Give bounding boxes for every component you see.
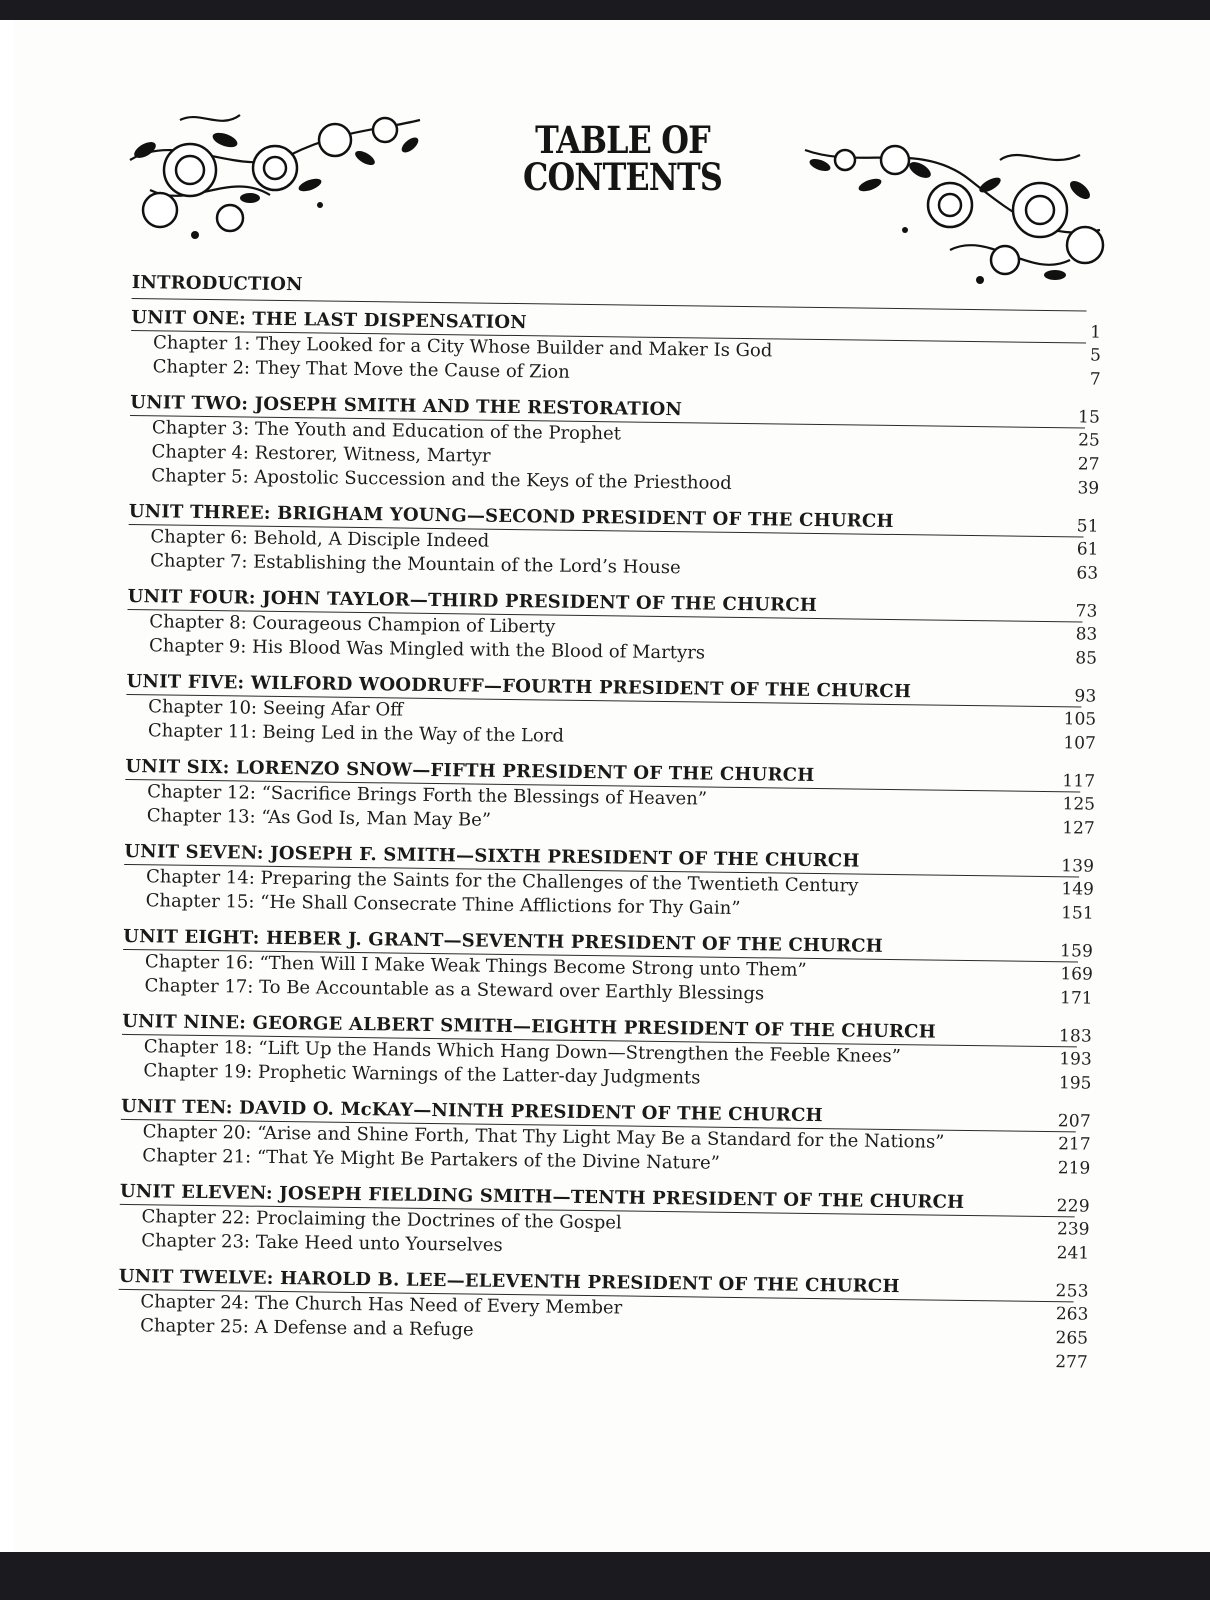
page-number: 151 <box>1061 903 1094 924</box>
chapter-label: Chapter 1: They Looked for a City Whose Builder and Maker Is God <box>152 332 773 362</box>
unit-label: UNIT TWELVE: HAROLD B. LEE—ELEVENTH PRESIDENT OF THE CHURCH <box>118 1265 900 1298</box>
page-number: 27 <box>1077 454 1100 475</box>
chapter-label: Chapter 15: “He Shall Consecrate Thine Afflictions for Thy Gain” <box>145 890 741 920</box>
chapter-label: Chapter 13: “As God Is, Man May Be” <box>146 805 492 831</box>
unit-label: UNIT FOUR: JOHN TAYLOR—THIRD PRESIDENT OF THE CHURCH <box>127 585 818 616</box>
page-number: 277 <box>1055 1352 1088 1373</box>
page-number: 263 <box>1055 1304 1089 1325</box>
floral-ornament-right-icon <box>800 130 1115 300</box>
toc-unit <box>119 1180 1090 1278</box>
chapter-label: Chapter 12: “Sacrifice Brings Forth the Blessings of Heaven” <box>147 781 708 810</box>
chapter-label: Chapter 4: Restorer, Witness, Martyr <box>151 441 491 467</box>
chapter-label: Chapter 25: A Defense and a Refuge <box>140 1315 474 1341</box>
page-number: 117 <box>1062 771 1096 792</box>
chapter-label: Chapter 21: “That Ye Might Be Partakers of the Divine Nature” <box>142 1145 721 1174</box>
chapter-label: Chapter 2: They That Move the Cause of Zion <box>152 356 570 383</box>
page-number: 61 <box>1076 539 1099 560</box>
page-number: 219 <box>1057 1158 1091 1179</box>
scan-top-border <box>0 0 1210 20</box>
page-title <box>517 118 728 199</box>
page-number: 125 <box>1062 794 1096 815</box>
toc-unit <box>125 755 1096 853</box>
unit-label: UNIT ELEVEN: JOSEPH FIELDING SMITH—TENTH PRESIDENT OF THE CHURCH <box>119 1180 965 1213</box>
page-number: 25 <box>1078 430 1100 451</box>
toc-unit <box>120 1095 1091 1193</box>
page-number: 171 <box>1059 988 1093 1009</box>
page-number: 5 <box>1089 345 1102 366</box>
page-number: 159 <box>1059 941 1094 962</box>
page-number: 239 <box>1056 1219 1090 1240</box>
toc-unit <box>127 585 1098 683</box>
chapter-label: Chapter 16: “Then Will I Make Weak Things Become Strong unto Them” <box>144 951 807 981</box>
page-number: 265 <box>1055 1328 1089 1349</box>
page-number: 93 <box>1074 686 1097 707</box>
toc-unit <box>129 391 1100 513</box>
chapter-label: Chapter 10: Seeing Afar Off <box>148 696 404 721</box>
unit-label: UNIT TWO: JOSEPH SMITH AND THE RESTORATION <box>130 391 683 421</box>
unit-label: UNIT EIGHT: HEBER J. GRANT—SEVENTH PRESIDENT OF THE CHURCH <box>123 925 884 957</box>
toc-unit <box>123 840 1094 938</box>
unit-label: UNIT THREE: BRIGHAM YOUNG—SECOND PRESIDENT OF THE CHURCH <box>128 500 894 532</box>
floral-ornament-left-icon <box>120 100 435 250</box>
chapter-label: Chapter 11: Being Led in the Way of the Lord <box>147 720 565 747</box>
page-number: 241 <box>1056 1243 1090 1264</box>
page-number: 83 <box>1075 624 1098 645</box>
page-number: 253 <box>1055 1281 1089 1302</box>
page-number: 169 <box>1060 964 1093 985</box>
page-number: 139 <box>1061 856 1095 877</box>
unit-label: UNIT SEVEN: JOSEPH F. SMITH—SIXTH PRESIDENT OF THE CHURCH <box>124 840 860 872</box>
chapter-label: Chapter 3: The Youth and Education of the Prophet <box>151 417 622 445</box>
chapter-label: Chapter 14: Preparing the Saints for the Challenges of the Twentieth Century <box>145 866 859 897</box>
page-number: 217 <box>1058 1134 1091 1155</box>
toc-unit <box>130 306 1101 404</box>
chapter-label: Chapter 22: Proclaiming the Doctrines of the Gospel <box>141 1206 622 1234</box>
page-number: 127 <box>1062 818 1095 839</box>
title-line-1: TABLE OF <box>535 118 710 162</box>
chapter-label: Chapter 18: “Lift Up the Hands Which Hang Down—Strengthen the Feeble Knees” <box>143 1036 902 1068</box>
toc-unit <box>128 500 1099 598</box>
chapter-label: Chapter 6: Behold, A Disciple Indeed <box>150 526 490 552</box>
chapter-label: Chapter 23: Take Heed unto Yourselves <box>141 1230 503 1256</box>
intro-label: INTRODUCTION <box>131 271 303 296</box>
table-of-contents <box>118 268 1102 1375</box>
page-number: 85 <box>1075 648 1098 669</box>
chapter-label: Chapter 20: “Arise and Shine Forth, That Thy Light May Be a Standard for the Nations” <box>142 1121 945 1153</box>
page-number: 107 <box>1063 733 1096 754</box>
toc-unit <box>126 670 1097 768</box>
page-number: 207 <box>1057 1111 1092 1132</box>
chapter-label: Chapter 17: To Be Accountable as a Steward over Earthly Blessings <box>144 975 765 1005</box>
scan-bottom-border <box>0 1552 1210 1600</box>
page-number: 183 <box>1058 1026 1093 1047</box>
page-number: 51 <box>1076 516 1099 537</box>
chapter-label: Chapter 7: Establishing the Mountain of the Lord’s House <box>150 550 681 579</box>
page-number: 39 <box>1077 478 1100 499</box>
unit-label: UNIT NINE: GEORGE ALBERT SMITH—EIGHTH PRESIDENT OF THE CHURCH <box>121 1010 936 1043</box>
page-number: 229 <box>1056 1196 1090 1217</box>
page-number: 105 <box>1063 709 1097 730</box>
toc-unit <box>118 1265 1089 1375</box>
page-number: 73 <box>1075 601 1098 622</box>
page-number: 63 <box>1076 563 1099 584</box>
toc-unit <box>121 1010 1092 1108</box>
page-number: 1 <box>1090 322 1102 343</box>
chapter-label: Chapter 5: Apostolic Succession and the Keys of the Priesthood <box>151 465 732 494</box>
unit-label: UNIT ONE: THE LAST DISPENSATION <box>131 306 527 334</box>
chapter-label: Chapter 19: Prophetic Warnings of the Latter-day Judgments <box>143 1060 701 1089</box>
page-number: 7 <box>1089 369 1101 390</box>
unit-label: UNIT SIX: LORENZO SNOW—FIFTH PRESIDENT OF THE CHURCH <box>125 755 815 786</box>
page-number: 15 <box>1077 407 1101 428</box>
title-line-2: CONTENTS <box>523 155 722 199</box>
page-number: 193 <box>1059 1049 1092 1070</box>
chapter-label: Chapter 8: Courageous Champion of Liberty <box>149 611 556 638</box>
chapter-label: Chapter 9: His Blood Was Mingled with the Blood of Martyrs <box>148 635 706 664</box>
unit-label: UNIT TEN: DAVID O. McKAY—NINTH PRESIDENT OF THE CHURCH <box>120 1095 823 1127</box>
chapter-label: Chapter 24: The Church Has Need of Every Member <box>140 1291 623 1319</box>
unit-label: UNIT FIVE: WILFORD WOODRUFF—FOURTH PRESIDENT OF THE CHURCH <box>126 670 912 703</box>
page-number: 149 <box>1061 879 1095 900</box>
page-number: 195 <box>1058 1073 1092 1094</box>
toc-unit <box>122 925 1093 1023</box>
